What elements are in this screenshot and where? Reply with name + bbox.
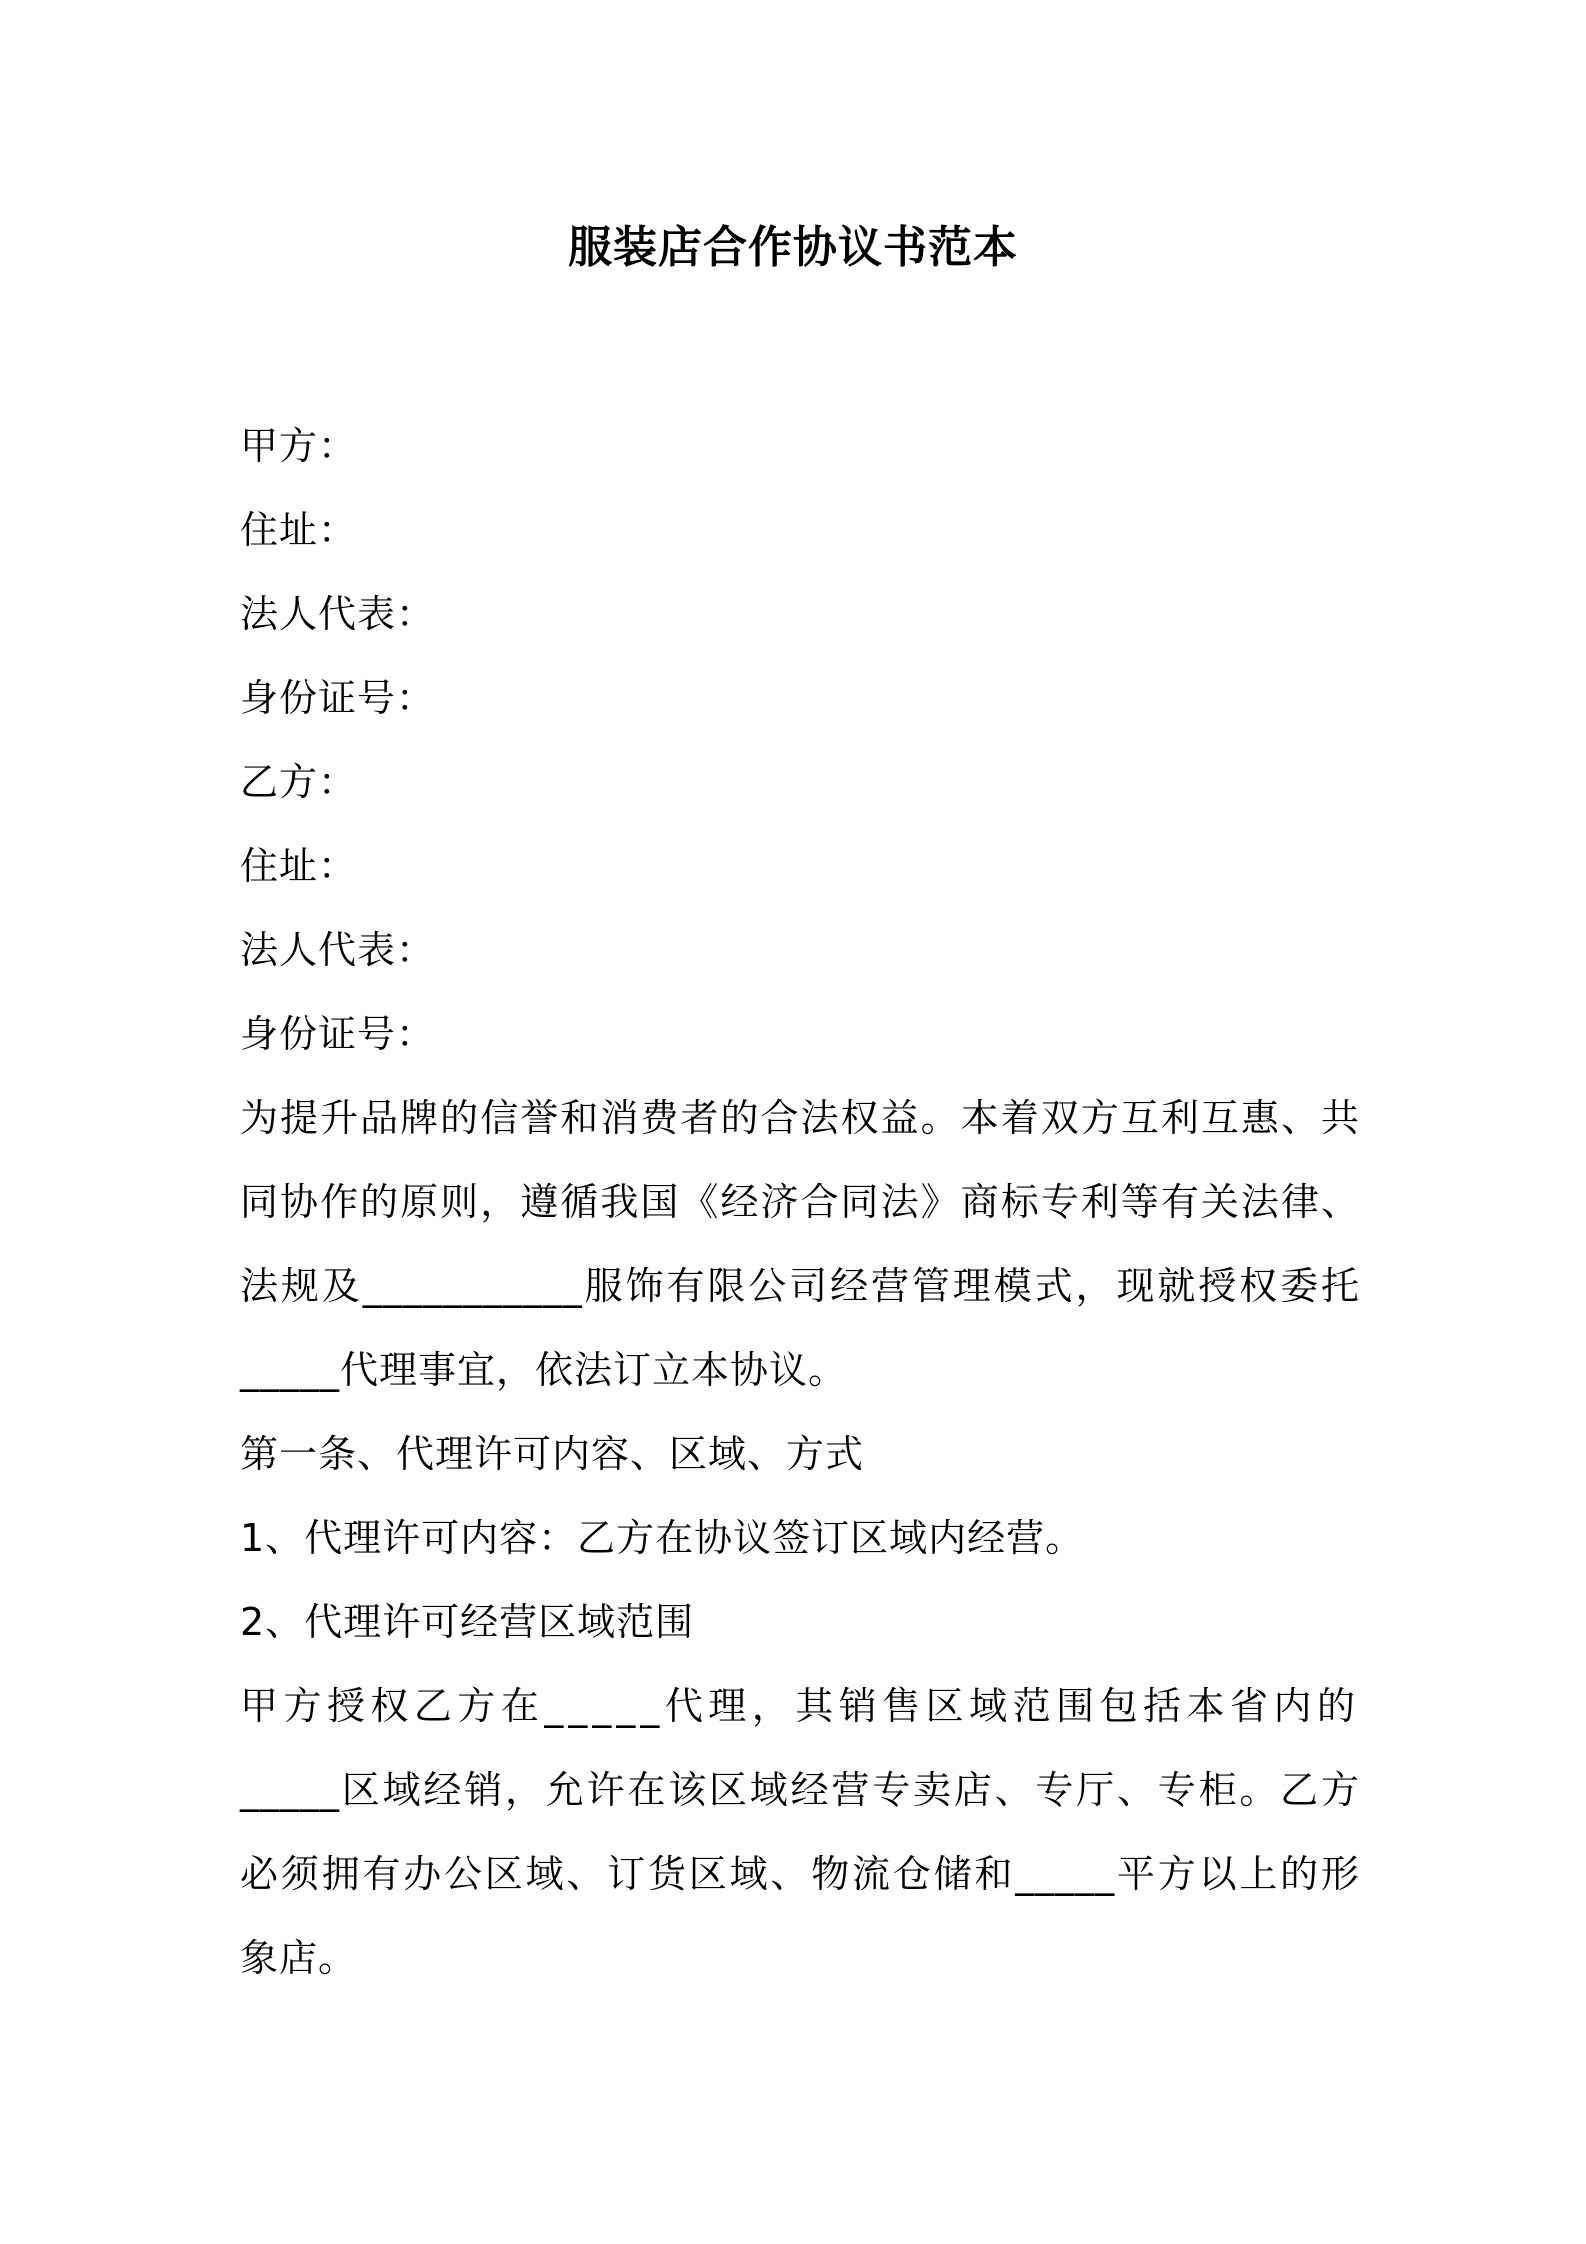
preamble-line: 为提升品牌的信誉和消费者的合法权益。本着双方互利互惠、共 — [240, 1096, 1360, 1140]
party-a-id-number-label: 身份证号： — [240, 676, 436, 720]
preamble-line: 法规及___________服饰有限公司经营管理模式，现就授权委托 — [240, 1264, 1360, 1308]
clause-1-1: 1、代理许可内容：乙方在协议签订区域内经营。 — [240, 1516, 1085, 1560]
party-b-legal-rep-label: 法人代表： — [240, 928, 436, 972]
party-b-id-number-label: 身份证号： — [240, 1012, 436, 1056]
document-title: 服装店合作协议书范本 — [568, 222, 1018, 273]
document-body — [240, 404, 1360, 2000]
article-1-heading: 第一条、代理许可内容、区域、方式 — [240, 1432, 865, 1476]
party-b-address-label: 住址： — [240, 844, 358, 888]
clause-1-2-text-line: _____区域经销，允许在该区域经营专卖店、专厅、专柜。乙方 — [240, 1768, 1360, 1812]
clause-1-2-text-line: 必须拥有办公区域、订货区域、物流仓储和_____平方以上的形 — [240, 1852, 1360, 1896]
party-b-label: 乙方： — [240, 760, 358, 804]
party-a-legal-rep-label: 法人代表： — [240, 592, 436, 636]
preamble-line: 同协作的原则，遵循我国《经济合同法》商标专利等有关法律、 — [240, 1180, 1360, 1224]
party-a-address-label: 住址： — [240, 508, 358, 552]
party-a-label: 甲方： — [240, 424, 358, 468]
preamble-line: _____代理事宜，依法订立本协议。 — [240, 1348, 848, 1392]
clause-1-2-text-line: 象店。 — [240, 1936, 358, 1980]
clause-1-2-heading: 2、代理许可经营区域范围 — [240, 1600, 695, 1644]
clause-1-2-text-line: 甲方授权乙方在_____代理，其销售区域范围包括本省内的 — [240, 1684, 1360, 1728]
